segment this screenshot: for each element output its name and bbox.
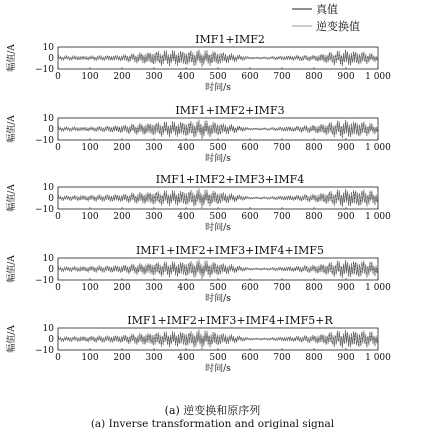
x-tick-label: 700 [273, 143, 291, 153]
y-tick-label: 10 [42, 114, 54, 124]
y-tick-label: 0 [48, 54, 54, 64]
subplot-5 [5, 314, 391, 374]
y-tick-label: 10 [42, 254, 54, 264]
x-tick-label: 500 [209, 143, 227, 153]
caption-cn: (a) 逆变换和原序列 [164, 404, 261, 417]
subplot-title: IMF1+IMF2+IMF3 [175, 104, 285, 117]
x-tick-label: 0 [55, 143, 61, 153]
y-tick-label: 10 [42, 183, 54, 193]
subplot-title: IMF1+IMF2 [195, 33, 265, 46]
x-tick-label: 100 [81, 72, 99, 82]
y-tick-label: −10 [35, 276, 54, 286]
x-tick-label: 400 [177, 283, 195, 293]
y-tick-label: 0 [48, 125, 54, 135]
x-tick-label: 100 [81, 212, 99, 222]
y-tick-label: 10 [42, 43, 54, 53]
y-axis-label: 幅值/A [7, 325, 17, 353]
x-tick-label: 900 [337, 283, 355, 293]
legend-true-label: 真值 [316, 3, 338, 16]
x-tick-label: 900 [337, 143, 355, 153]
x-tick-label: 900 [337, 72, 355, 82]
x-tick-label: 600 [241, 283, 259, 293]
x-tick-label: 800 [305, 72, 323, 82]
x-tick-label: 400 [177, 353, 195, 363]
y-tick-label: −10 [35, 136, 54, 146]
x-tick-label: 800 [305, 212, 323, 222]
x-tick-label: 100 [81, 143, 99, 153]
x-tick-label: 600 [241, 72, 259, 82]
subplot-2 [5, 104, 391, 164]
x-tick-label: 400 [177, 212, 195, 222]
x-tick-label: 100 [81, 283, 99, 293]
y-tick-label: 0 [48, 335, 54, 345]
y-tick-label: 0 [48, 265, 54, 275]
series-line-true [58, 50, 378, 67]
x-tick-label: 700 [273, 72, 291, 82]
x-tick-label: 700 [273, 283, 291, 293]
x-tick-label: 900 [337, 212, 355, 222]
x-tick-label: 200 [113, 143, 131, 153]
x-tick-label: 300 [145, 143, 163, 153]
x-tick-label: 1 000 [365, 353, 391, 363]
x-tick-label: 500 [209, 212, 227, 222]
x-axis-label: 时间/s [205, 83, 231, 93]
x-tick-label: 1 000 [365, 212, 391, 222]
x-tick-label: 500 [209, 353, 227, 363]
x-tick-label: 200 [113, 72, 131, 82]
x-tick-label: 300 [145, 353, 163, 363]
subplot-1 [5, 33, 391, 93]
x-tick-label: 1 000 [365, 283, 391, 293]
x-tick-label: 500 [209, 72, 227, 82]
x-tick-label: 100 [81, 353, 99, 363]
x-axis-label: 时间/s [205, 294, 231, 304]
y-axis-label: 幅值/A [7, 115, 17, 143]
subplot-title: IMF1+IMF2+IMF3+IMF4 [155, 173, 305, 186]
x-tick-label: 800 [305, 353, 323, 363]
x-tick-label: 200 [113, 283, 131, 293]
x-tick-label: 600 [241, 212, 259, 222]
x-tick-label: 0 [55, 72, 61, 82]
x-tick-label: 600 [241, 143, 259, 153]
subplot-4 [5, 244, 391, 304]
legend [292, 2, 360, 33]
y-axis-label: 幅值/A [7, 184, 17, 212]
x-tick-label: 0 [55, 212, 61, 222]
x-tick-label: 300 [145, 283, 163, 293]
x-tick-label: 400 [177, 72, 195, 82]
subplot-stack [5, 33, 391, 374]
x-tick-label: 300 [145, 212, 163, 222]
caption-en: (a) Inverse transformation and original signal [90, 418, 335, 430]
y-tick-label: −10 [35, 65, 54, 75]
series-line-inverse [58, 120, 378, 138]
x-tick-label: 900 [337, 353, 355, 363]
x-tick-label: 700 [273, 353, 291, 363]
subplot-3 [5, 173, 391, 233]
y-tick-label: −10 [35, 346, 54, 356]
x-tick-label: 1 000 [365, 72, 391, 82]
x-tick-label: 700 [273, 212, 291, 222]
x-tick-label: 300 [145, 72, 163, 82]
x-tick-label: 800 [305, 283, 323, 293]
legend-inv-label: 逆变换值 [316, 20, 360, 33]
x-tick-label: 600 [241, 353, 259, 363]
y-tick-label: 0 [48, 194, 54, 204]
x-tick-label: 200 [113, 353, 131, 363]
y-axis-label: 幅值/A [7, 255, 17, 283]
y-tick-label: 10 [42, 324, 54, 334]
subplot-title: IMF1+IMF2+IMF3+IMF4+IMF5+R [127, 314, 333, 327]
x-tick-label: 0 [55, 353, 61, 363]
x-tick-label: 400 [177, 143, 195, 153]
x-tick-label: 0 [55, 283, 61, 293]
x-axis-label: 时间/s [205, 364, 231, 374]
y-tick-label: −10 [35, 205, 54, 215]
x-tick-label: 500 [209, 283, 227, 293]
x-axis-label: 时间/s [205, 223, 231, 233]
x-tick-label: 200 [113, 212, 131, 222]
x-axis-label: 时间/s [205, 154, 231, 164]
x-tick-label: 1 000 [365, 143, 391, 153]
x-tick-label: 800 [305, 143, 323, 153]
subplot-title: IMF1+IMF2+IMF3+IMF4+IMF5 [135, 244, 325, 257]
y-axis-label: 幅值/A [7, 44, 17, 72]
